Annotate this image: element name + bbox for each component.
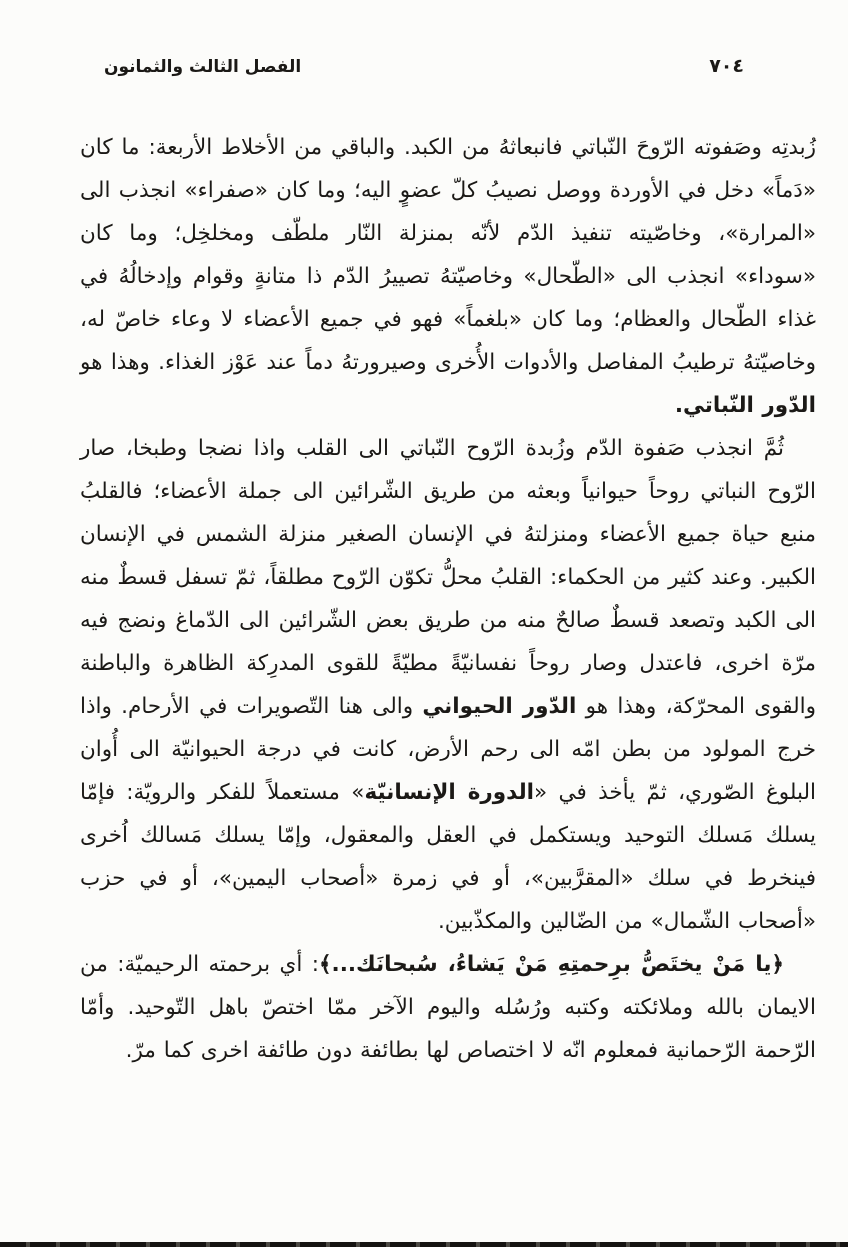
paragraph-vegetal-spirit bbox=[80, 126, 816, 427]
body-text bbox=[80, 126, 816, 1072]
paragraph-text: : أي برحمته الرحيميّة: من الايمان بالله وملائكته وكتبه ورُسُله واليوم الآخر ممّا اختصّ باهل التّوحيد. وأمّا الرّحمة الرّحمانية فمعلوم انّه لا اختصاص لها بطائفة دون طائفة اخرى كما مرّ. bbox=[80, 952, 816, 1063]
scan-edge-artifact bbox=[0, 1242, 848, 1247]
chapter-title: الفصل الثالث والثمانون bbox=[104, 57, 302, 77]
bold-term-animal-cycle: الدّور الحيواني bbox=[422, 694, 577, 719]
paragraph-text: ثُمَّ انجذب صَفوة الدّم وزُبدة الرّوح النّباتي الى القلب واذا نضجا وطبخا، صار الرّوح النباتي روحاً حيوانياً وبعثه من طريق الشّرائين الى جملة الأعضاء؛ فالقلبُ منبع حياة جميع الأعضاء ومنزلتهُ في الإنسان الصغير منزلة الشمس في الإنسان الكبير. وعند كثير من الحكماء: القلبُ محلُّ تكوّن الرّوح مطلقاً، ثمّ تسفل قسطٌ منه الى الكبد وتصعد قسطٌ صالحٌ منه من طريق بعض الشّرائين الى الدّماغ ونضج فيه مرّة اخرى، فاعتدل وصار روحاً نفسانيّةً مطيّةً للقوى المدرِكة الظاهرة والباطنة والقوى المحرّكة، وهذا هو bbox=[80, 436, 816, 719]
page-number: ٧٠٤ bbox=[709, 55, 744, 77]
paragraph-text: والى هنا التّصويرات في الأرحام. واذا خرج المولود من بطن امّه الى رحم الأرض، كانت في درجة الحيوانيّة الى أُوان البلوغ الصّوري، ثمّ يأخذ في « bbox=[80, 694, 817, 805]
bold-term-human-cycle: الدورة الإنسانيّة bbox=[364, 780, 535, 805]
paragraph-text: » مستعملاً للفكر والرويّة: فإمّا يسلك مَسلك التوحيد ويستكمل في العقل والمعقول، وإمّا يسلك مَسالك اُخرى فينخرط في سلك «المقرَّبين»، أو في زمرة «أصحاب اليمين»، أو في حزب «أصحاب الشّمال» من الضّالين والمكذّبين. bbox=[80, 780, 816, 934]
bold-term-vegetal-cycle: الدّور النّباتي. bbox=[674, 393, 816, 418]
paragraph-text: زُبدتِه وصَفوته الرّوحَ النّباتي فانبعاثهُ من الكبد. والباقي من الأخلاط الأربعة: ما كان «دَماً» دخل في الأوردة ووصل نصيبُ كلّ عضوٍ اليه؛ وما كان «صفراء» انجذب الى «المرارة»، وخاصّيته تنفيذ الدّم لأنّه بمنزلة النّار ملطّف ومخلخِل؛ وما كان «سوداء» انجذب الى «الطّحال» وخاصيّتهُ تصييرُ الدّم ذا متانةٍ وقوام وإدخالُهُ في غذاء الطّحال والعظام؛ وما كان «بلغماً» فهو في جميع الأعضاء لا وعاء خاصّ له، وخاصيّتهُ ترطيبُ المفاصل والأدوات الأُخرى وصيرورتهُ دماً عند عَوْز الغذاء. وهذا هو bbox=[80, 135, 816, 375]
quran-quote: ﴿يا مَنْ يختَصُّ برِحمتِهِ مَنْ يَشاءُ، سُبحانَك...﴾ bbox=[318, 952, 785, 977]
paragraph-mercy-commentary bbox=[80, 943, 816, 1072]
paragraph-animal-spirit bbox=[80, 427, 816, 943]
running-head bbox=[104, 55, 744, 77]
